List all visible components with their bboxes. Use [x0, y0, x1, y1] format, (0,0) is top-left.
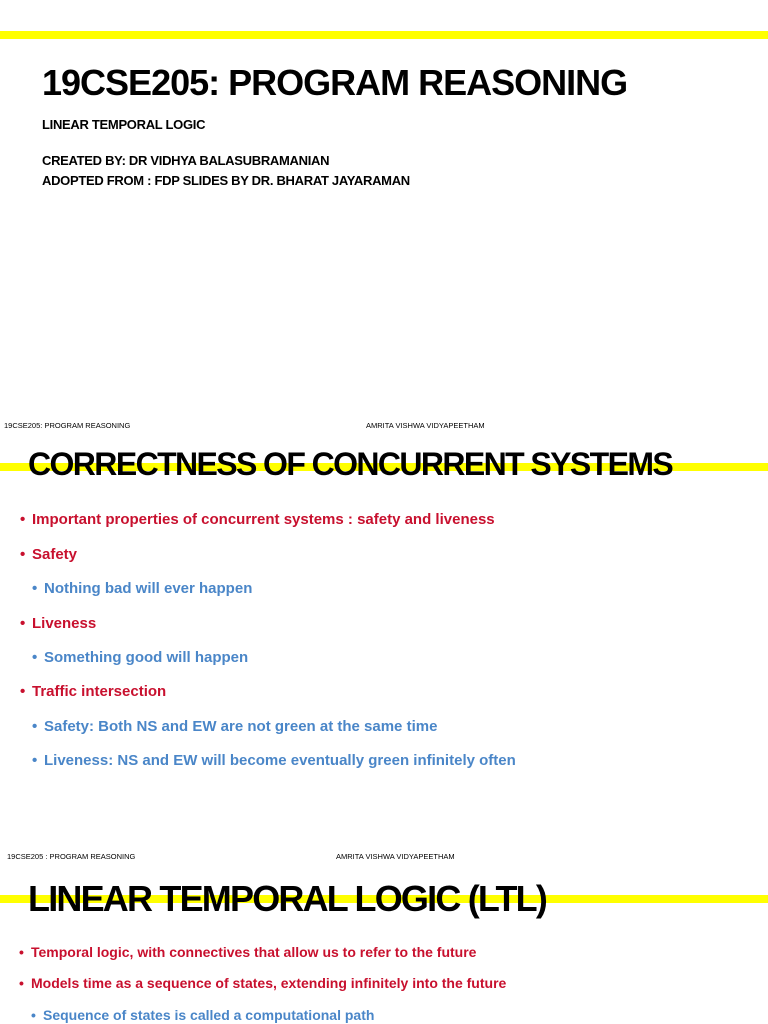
slide-heading: CORRECTNESS OF CONCURRENT SYSTEMS: [28, 446, 673, 482]
bullet-text: Important properties of concurrent systems : safety and liveness: [32, 511, 495, 528]
bullet-text: Safety: Both NS and EW are not green at the same time: [44, 718, 438, 735]
footer-institution: AMRITA VISHWA VIDYAPEETHAM: [336, 852, 455, 861]
bullet-text: Something good will happen: [44, 649, 249, 666]
list-item: [0, 942, 506, 973]
list-item: [0, 973, 506, 1005]
lecture-subtitle: LINEAR TEMPORAL LOGIC: [42, 117, 206, 132]
list-item: [0, 1005, 506, 1024]
bullet-list: [0, 510, 516, 785]
bullet-text: Sequence of states is called a computational path: [43, 1007, 375, 1023]
adopted-from-line: ADOPTED FROM : FDP SLIDES BY DR. BHARAT JAYARAMAN: [42, 173, 410, 188]
slide-heading: LINEAR TEMPORAL LOGIC (LTL): [28, 878, 547, 919]
bullet-text: Temporal logic, with connectives that allow us to refer to the future: [31, 944, 477, 960]
list-item: [0, 614, 516, 648]
list-item: [0, 751, 516, 785]
footer-course: 19CSE205: PROGRAM REASONING: [4, 421, 131, 430]
slide-title: [0, 0, 768, 432]
list-item: [0, 510, 516, 545]
bullet-text: Liveness: [32, 615, 97, 632]
list-item: [0, 682, 516, 717]
footer-institution: AMRITA VISHWA VIDYAPEETHAM: [366, 421, 485, 430]
bullet-text: Liveness: NS and EW will become eventually green infinitely often: [44, 752, 516, 769]
bullet-text: Nothing bad will ever happen: [44, 580, 253, 597]
list-item: [0, 648, 516, 682]
bullet-text: Safety: [32, 546, 78, 563]
slide-correctness: [0, 432, 768, 864]
footer-course: 19CSE205 : PROGRAM REASONING: [7, 852, 136, 861]
created-by-line: CREATED BY: DR VIDHYA BALASUBRAMANIAN: [42, 153, 330, 168]
bullet-text: Models time as a sequence of states, extending infinitely into the future: [31, 975, 507, 991]
slide-ltl: [0, 864, 768, 1024]
accent-bar: [0, 31, 768, 39]
bullet-list: [0, 942, 506, 1024]
bullet-text: Traffic intersection: [32, 683, 167, 700]
list-item: [0, 717, 516, 751]
list-item: [0, 579, 516, 614]
course-title: 19CSE205: PROGRAM REASONING: [42, 62, 628, 103]
list-item: [0, 545, 516, 579]
